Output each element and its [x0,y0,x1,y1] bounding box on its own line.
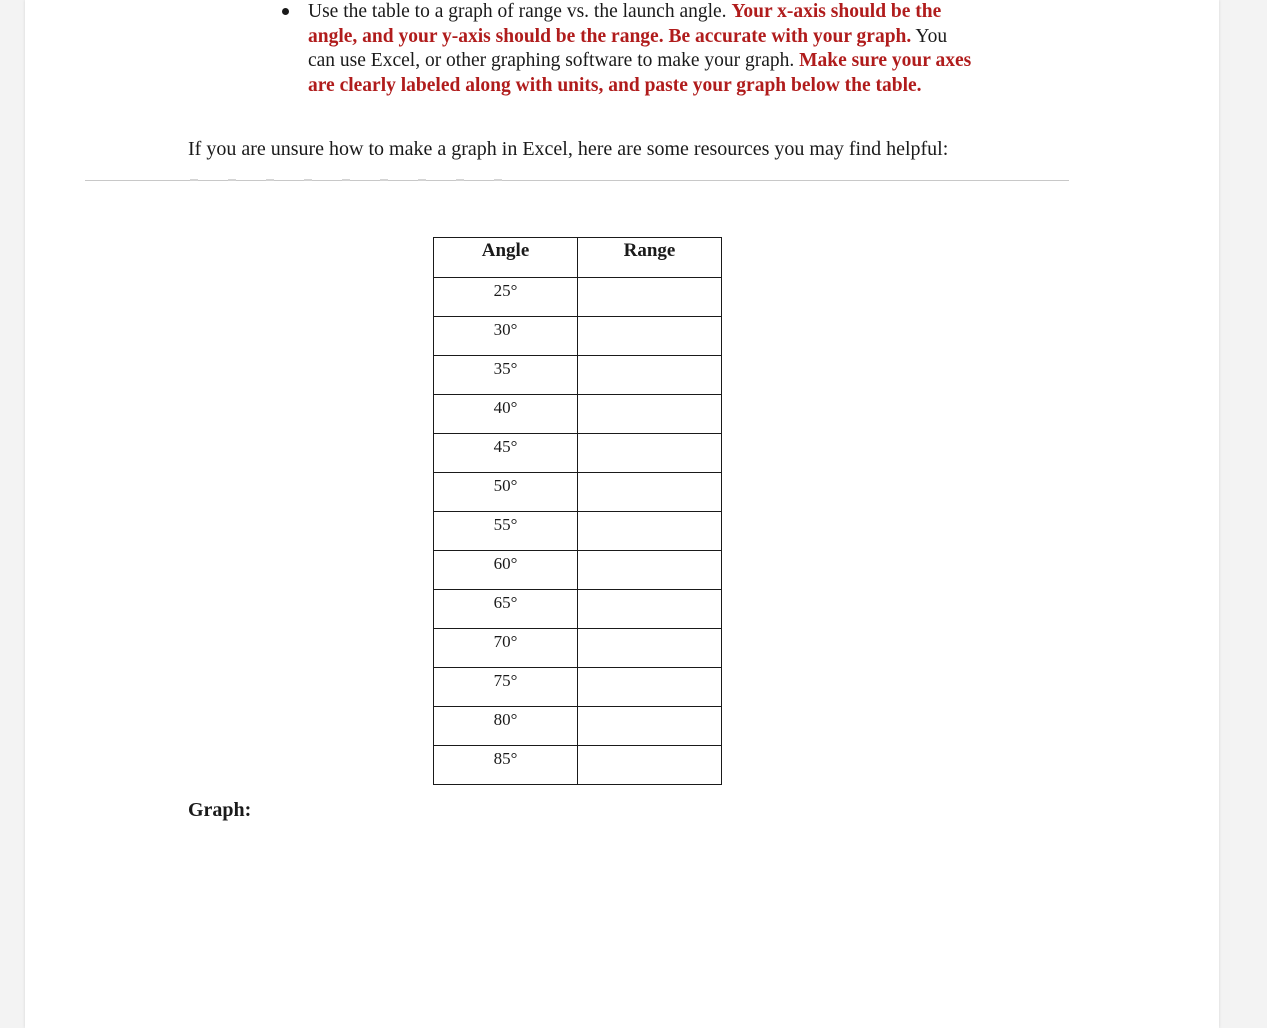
range-cell[interactable] [578,590,722,629]
document-page [25,0,1219,1028]
range-cell[interactable] [578,746,722,785]
angle-range-table [433,237,722,785]
instruction-part-3: You can use Excel, or other graphing software to make your graph. [308,25,948,71]
range-cell[interactable] [578,707,722,746]
graph-heading: Graph: [188,799,252,821]
header-range: Range [578,238,722,278]
instruction-text [308,0,976,98]
table-row [434,551,722,590]
range-cell[interactable] [578,512,722,551]
instruction-axes-emphasis: Your x-axis should be the angle, and your y-axis should be the range. Be accurate with your graph. [308,1,942,47]
angle-cell: 40° [434,395,578,434]
angle-cell: 75° [434,668,578,707]
table-row [434,356,722,395]
table-row [434,473,722,512]
table-row [434,590,722,629]
angle-cell: 70° [434,629,578,668]
table-row [434,395,722,434]
range-cell[interactable] [578,278,722,317]
table-row [434,512,722,551]
range-cell[interactable] [578,434,722,473]
angle-cell: 55° [434,512,578,551]
range-cell[interactable] [578,551,722,590]
range-cell[interactable] [578,317,722,356]
angle-cell: 45° [434,434,578,473]
table-row [434,278,722,317]
range-cell[interactable] [578,668,722,707]
angle-cell: 25° [434,278,578,317]
instruction-part-1: Use the table to a graph of range vs. the launch angle. [308,1,732,22]
table-header-row [434,238,722,278]
resources-paragraph: If you are unsure how to make a graph in Excel, here are some resources you may find helpful: [188,138,949,160]
angle-cell: 50° [434,473,578,512]
angle-cell: 30° [434,317,578,356]
angle-cell: 60° [434,551,578,590]
range-cell[interactable] [578,395,722,434]
bullet-icon [282,8,289,15]
table-row [434,746,722,785]
table-row [434,434,722,473]
instruction-labels-emphasis: Make sure your axes are clearly labeled along with units, and paste your graph below the table. [308,50,972,96]
cropped-link-line [190,179,530,181]
angle-cell: 65° [434,590,578,629]
table-row [434,629,722,668]
range-cell[interactable] [578,473,722,512]
angle-cell: 35° [434,356,578,395]
angle-cell: 80° [434,707,578,746]
table-row [434,707,722,746]
table-row [434,668,722,707]
table-row [434,317,722,356]
angle-cell: 85° [434,746,578,785]
range-cell[interactable] [578,356,722,395]
header-angle: Angle [434,238,578,278]
range-cell[interactable] [578,629,722,668]
